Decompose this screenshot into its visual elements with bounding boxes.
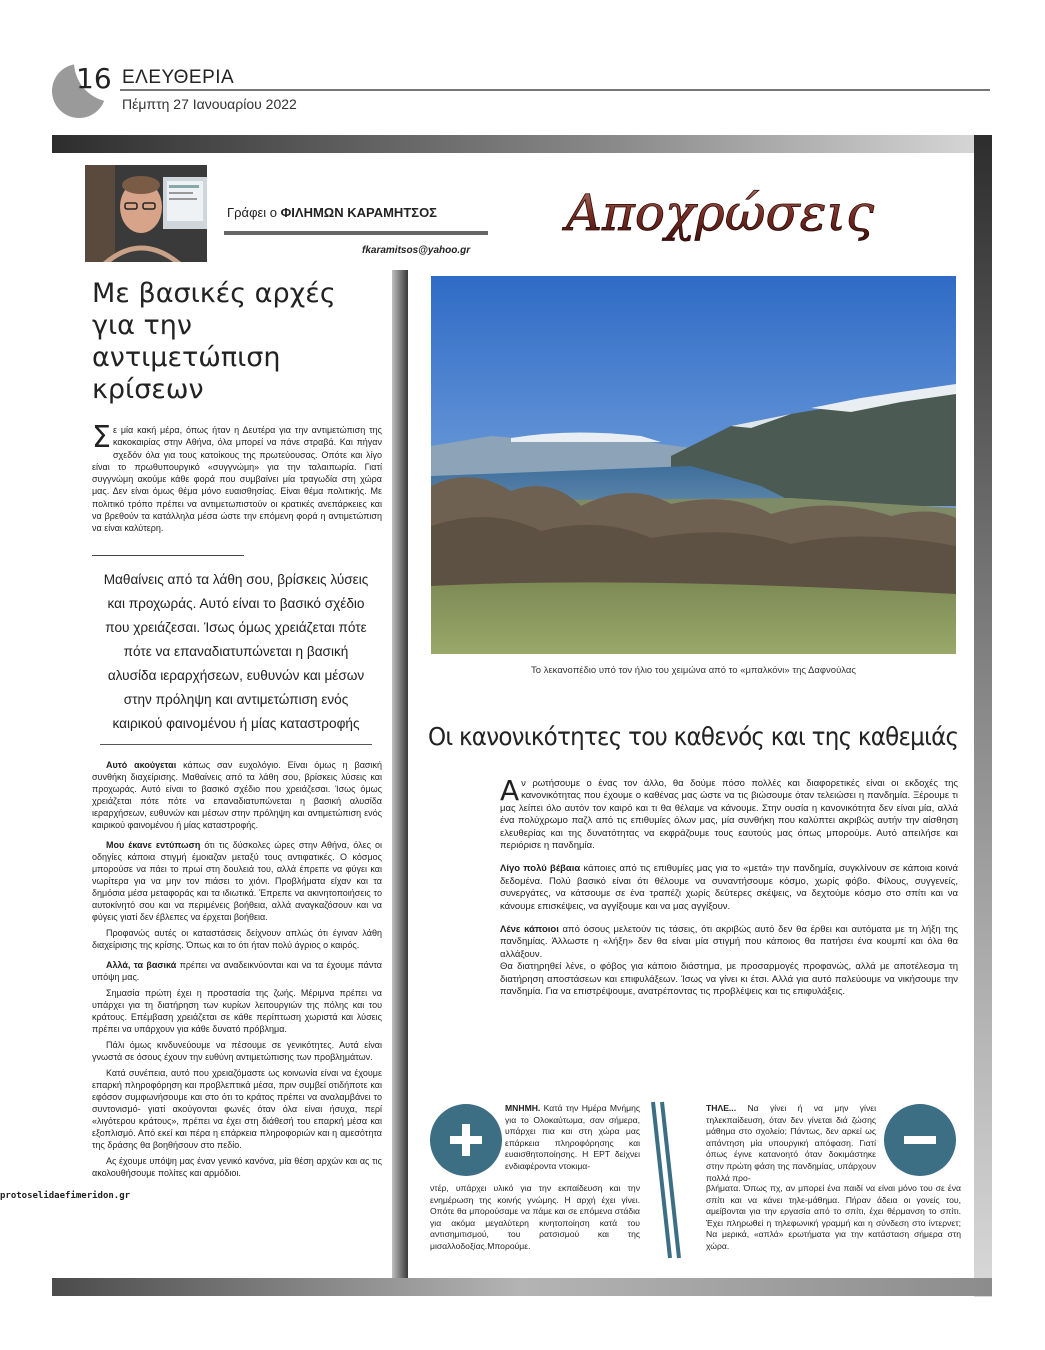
byline-prefix: Γράφει ο xyxy=(227,205,281,220)
masthead-rule xyxy=(120,89,990,91)
plus-icon xyxy=(430,1104,502,1176)
page-number: 16 xyxy=(76,62,112,95)
source-watermark: protoselidaefimeridon.gr xyxy=(0,1191,131,1201)
pull-quote: Μαθαίνεις από τα λάθη σου, βρίσκεις λύσεις και προχωράς. Αυτό είναι το βασικό σχέδιο που χρειάζεσαι. Ίσως όμως χρειάζεται πότε πότε να επαναδιατυπώνεται η βασική αλυσίδα ιεραρχήσεων, ευθυνών και μέσων στην πρόληψη και αντιμετώπιση ενός καιρικού φαινομένου ή μίας καταστροφής xyxy=(103,571,369,731)
column-logo xyxy=(520,172,920,252)
paragraph-lead-bold: Μου έκανε εντύπωση xyxy=(106,839,201,850)
frame-top-bar xyxy=(52,135,992,153)
body-paragraph xyxy=(92,759,382,831)
newspaper-name: ΕΛΕΥΘΕΡΙΑ xyxy=(122,67,235,88)
body-paragraph xyxy=(500,924,958,961)
body-paragraph: Πάλι όμως κινδυνεύουμε να πέσουμε σε γενικότητες. Αυτά είναι γνωστά σε όσους έχουν την ευθύνη αντιμετώπισης των προβλημάτων. xyxy=(92,1039,382,1062)
column-logo-text: Αποχρώσεις xyxy=(565,184,875,242)
plus-box-text: Κατά την Ημέρα Μνήμης για το Ολοκαύτωμα, σαν σήμερα, υπάρχει πια και στη χώρα μας επάρκεια πληροφόρησης και ευαισθητοποίησης. Η ΕΡΤ δείχνει ενδιαφέροντα ντοκιμα- xyxy=(505,1103,640,1171)
body-paragraph xyxy=(500,863,958,913)
left-body xyxy=(92,759,382,1179)
minus-box-lead: ΤΗΛΕ... xyxy=(706,1103,737,1113)
author-byline xyxy=(227,205,437,220)
body-paragraph: Ας έχουμε υπόψη μας έναν γενικό κανόνα, μία θέση αρχών και ας τις ακολουθήσουμε πολίτες και αρμόδιοι. xyxy=(92,1155,382,1178)
body-paragraph: Κατά συνέπεια, αυτό που χρειαζόμαστε ως κοινωνία είναι να έχουμε επαρκή πληροφόρηση και προβλεπτικά μέσα, πριν συμβεί οτιδήποτε και εφόσον συμφωνήσουμε και στο ότι το κράτος πρέπει να αναλαμβάνει το συντονισμό- γιατί ακούγονται φωνές όταν όλα είναι ήσυχα, περί «λιγότερου κράτους», πρέπει να έχει στη διάθεσή του επαρκή μέσα και εξοπλισμό. Από εκεί και πέρα η επάρκεια πληροφοριών και η αμεσότητα της δράσης θα βοηθήσουν στο πεδίο. xyxy=(92,1067,382,1150)
left-headline xyxy=(92,278,382,406)
paragraph-text: ν ρωτήσουμε ο ένας τον άλλο, θα δούμε πόσο πολλές και διαφορετικές είναι οι εκδοχές της κανονικότητας που έχουμε ο καθένας μας ώστε να τις βιώσουμε όταν τελειώσει η πανδημία. Ξέρουμε τι μας λείπει όλο αυτόν τον καιρό και τι θα θέλαμε να κάνουμε. Στην ουσία η κανονικότητα δεν είναι μία, αλλά ένα πολύχρωμο παζλ από τις επιθυμίες όλων μας, μία συνθήκη που καλύπτει ακριβώς αυτήν την αίσθηση ελευθερίας και της δυνατότητας να εκφράζουμε τους εαυτούς μας όπως μπορούμε. Αυτό απειλήσε και περιόρισε η πανδημία. xyxy=(500,778,958,852)
author-photo xyxy=(85,165,207,262)
body-paragraph: Θα διατηρηθεί λένε, ο φόβος για κάποιο διάστημα, με προσαρμογές προφανώς, αλλά με αποτέλεσμα τη διατήρηση αποστάσεων και επιφυλάξεων. Ίσως να γίνει κι έτσι. Αλλά για αυτό παλεύουμε να νικήσουμε την πανδημία. Για να επιστρέψουμε, ανατρέποντας τις προβλέψεις και τις επιφυλάξεις. xyxy=(500,961,958,998)
paragraph-text: ότι τις δύσκολες ώρες στην Αθήνα, όλες οι οδηγίες κάποια στιγμή έμοιαζαν μεταξύ τους αντιφατικές. Ο κόσμος μπορούσε να πάει το πρωί στη δουλειά του, αλλά έπρεπε να φύγει και νωρίτερα για να μην τον πιάσει το χιόνι. Προβλήματα είχαν και τα δημόσια μέσα μεταφοράς και τα ιδιωτικά. Έπρεπε να ακινητοποιήσεις το αυτοκίνητό σου και να περιμένεις βοήθεια, αλλά αναγκαζόσουν και να φύγεις γιατί δεν έβλεπες να έρχεται βοήθεια. xyxy=(92,839,382,922)
minus-box-text: Να γίνει ή να μην γίνει τηλεκπαίδευση, όταν δεν γίνεται διά ζώσης μάθημα στο σχολείο; Πάντως, δεν αρκεί ως απάντηση μία υπουργική απόφαση. Γιατί όπως έγινε κατανοητό όταν δοκιμάστηκε στην πρώτη φάση της πανδημίας, υπάρχουν πολλά προ- xyxy=(706,1103,876,1183)
slash-divider xyxy=(650,1100,682,1260)
lead-rule xyxy=(92,555,244,556)
paragraph-text: κάποιες από τις επιθυμίες μας για το «μετά» την πανδημία, συγκλίνουν σε κάποια κοινά δεδομένα. Πολύ βασικό είναι ότι θέλουμε να συναντήσουμε κόσμο, χωρίς φόβο. Φίλους, συγγενείς, συνεργάτες, να κάτσουμε σε ένα τραπέζι χωρίς δεύτερες σκέψεις, να δεχτούμε κόσμο στο σπίτι και να κάνουμε επισκέψεις, να αγγίξουμε και να μας αγγίξουν. xyxy=(500,863,959,912)
paragraph-text: πρέπει να αναδεικνύονται και να τα έχουμε πάντα υπόψη μας. xyxy=(92,959,383,982)
left-headline-line: κρίσεων xyxy=(92,374,204,405)
minus-box-bottom: βλήματα. Όπως πχ, αν μπορεί ένα παιδί να είναι μόνο του σε ένα σπίτι και να κάνει τηλε-μάθημα. Πήραν άδεια οι γονείς του, αμείβονται για την εργασία από το σπίτι, έχει θέρμανση το σπίτι. Έχει πληρωθεί η τηλεφωνική γραμμή και η σύνδεση στο ίντερνετ; Να μερικά, «απλά» ερωτήματα για την κατάσταση σήμερα στη χώρα. xyxy=(706,1183,961,1251)
left-headline-line: για την αντιμετώπιση xyxy=(92,310,281,373)
minus-box-top xyxy=(706,1103,876,1184)
paragraph-lead-bold: Λένε κάποιοι xyxy=(500,924,559,936)
paragraph-lead-bold: Αλλά, τα βασικά xyxy=(106,959,177,970)
paragraph-lead-bold: Λίγο πολύ βέβαια xyxy=(500,863,581,875)
issue-date: Πέμπτη 27 Ιανουαρίου 2022 xyxy=(122,96,297,112)
left-lead-paragraph xyxy=(92,420,382,535)
column-divider-bar xyxy=(392,270,408,1278)
minus-icon xyxy=(884,1104,956,1176)
body-paragraph xyxy=(92,959,382,983)
paragraph-lead-bold: Αυτό ακούγεται xyxy=(106,759,177,770)
body-paragraph xyxy=(500,774,958,852)
byline-rule xyxy=(224,231,488,235)
plus-box-top xyxy=(505,1103,640,1173)
frame-bottom-bar xyxy=(52,1278,992,1296)
photo-caption: Το λεκανοπέδιο υπό τον ήλιο του χειμώνα από το «μπαλκόνι» της Δαφνούλας xyxy=(531,665,856,676)
right-headline: Οι κανονικότητες του καθενός και της καθεμιάς xyxy=(428,722,959,751)
frame-right-bar xyxy=(974,135,992,1297)
author-email[interactable]: fkaramitsos@yahoo.gr xyxy=(362,245,471,256)
body-paragraph: Σημασία πρώτη έχει η προστασία της ζωής. Μέριμνα πρέπει να υπάρχει για τη διατήρηση των κυρίων λειτουργιών της πόλης και του κράτους. Επέμβαση χρειάζεται σε κάθε περίπτωση χωριστά και λύσεις πρέπει να υπάρχουν για κάθε δυνατό πρόβλημα. xyxy=(92,987,382,1034)
landscape-photo xyxy=(431,276,956,654)
paragraph-text: κάπως σαν ευχολόγιο. Είναι όμως η βασική συνθήκη διαχείρισης. Μαθαίνεις από τα λάθη σου, βρίσκεις λύσεις και προχωράς. Αυτό είναι το βασικό σχέδιο που χρειάζεσαι. Ίσως όμως χρειάζεται πότε πότε να επαναδιατυπώνεται η βασική αλυσίδα ιεραρχήσεων, ευθυνών και μέσων στην πρόληψη και αντιμετώπιση ενός καιρικού φαινομένου ή μίας καταστροφής. xyxy=(92,759,382,830)
right-dropcap: Α xyxy=(500,774,520,807)
paragraph-text: από όσους μελετούν τις τάσεις, ότι ακριβώς αυτό δεν θα έρθει και αυτόματα με τη λήξη της πανδημίας. Άλλωστε η «λήξη» δεν θα είναι μία στιγμή που κάποιος θα πατήσει ένα κουμπί και όλα θα αλλάξουν. xyxy=(500,924,958,960)
body-paragraph: Προφανώς αυτές οι καταστάσεις δείχνουν απλώς ότι έγιναν λάθη διαχείρισης της κρίσης. Όπως και το ότι ήταν πολύ άγριος ο καιρός. xyxy=(92,927,382,950)
right-article-body xyxy=(500,774,959,1010)
pull-quote-rule xyxy=(100,744,372,745)
lead-text: ε μία κακή μέρα, όπως ήταν η Δευτέρα για την αντιμετώπιση της κακοκαιρίας στην Αθήνα, όλα μπορεί να πάνε στραβά. Και πήγαν σχεδόν όλα για τους κατοίκους της πρωτεύουσας. Οπότε και λίγο είναι το πρωθυπουργικό «συγγνώμη» για την ταλαιπωρία. Γιατί συγγνώμη ακούμε κάθε φορά που συμβαίνει μία τραγωδία στη χώρα μας. Δεν είναι όμως θέμα μόνο ευαισθησίας. Είναι θέμα πολιτικής. Με πολιτικό τρόπο πρέπει να αντιμετωπιστούν οι κρατικές ανεπάρκειες και να βρεθούν τα κατάλληλα μέσα ώστε την επόμενη φορά η αντιμετώπιση να είναι καλύτερη. xyxy=(92,425,382,534)
author-name: ΦΙΛΗΜΩΝ ΚΑΡΑΜΗΤΣΟΣ xyxy=(280,205,437,220)
plus-box-lead: ΜΝΗΜΗ. xyxy=(505,1103,541,1113)
body-paragraph xyxy=(92,839,382,923)
left-headline-line: Με βασικές αρχές xyxy=(92,278,336,309)
plus-box-bottom: ντέρ, υπάρχει υλικό για την εκπαίδευση και την ενημέρωση της κοινής γνώμης. Η αρχή έχει γίνει. Οπότε θα μπορούσαμε να πάμε και σε επόμενα στάδια για ακόμα μεγαλύτερη κινητοποίηση κατά του αντισημιτισμού, του ρατσισμού και της μισαλλοδοξίας.Μπορούμε. xyxy=(430,1183,640,1251)
left-article xyxy=(92,278,382,1183)
lead-dropcap: Σ xyxy=(92,420,111,455)
